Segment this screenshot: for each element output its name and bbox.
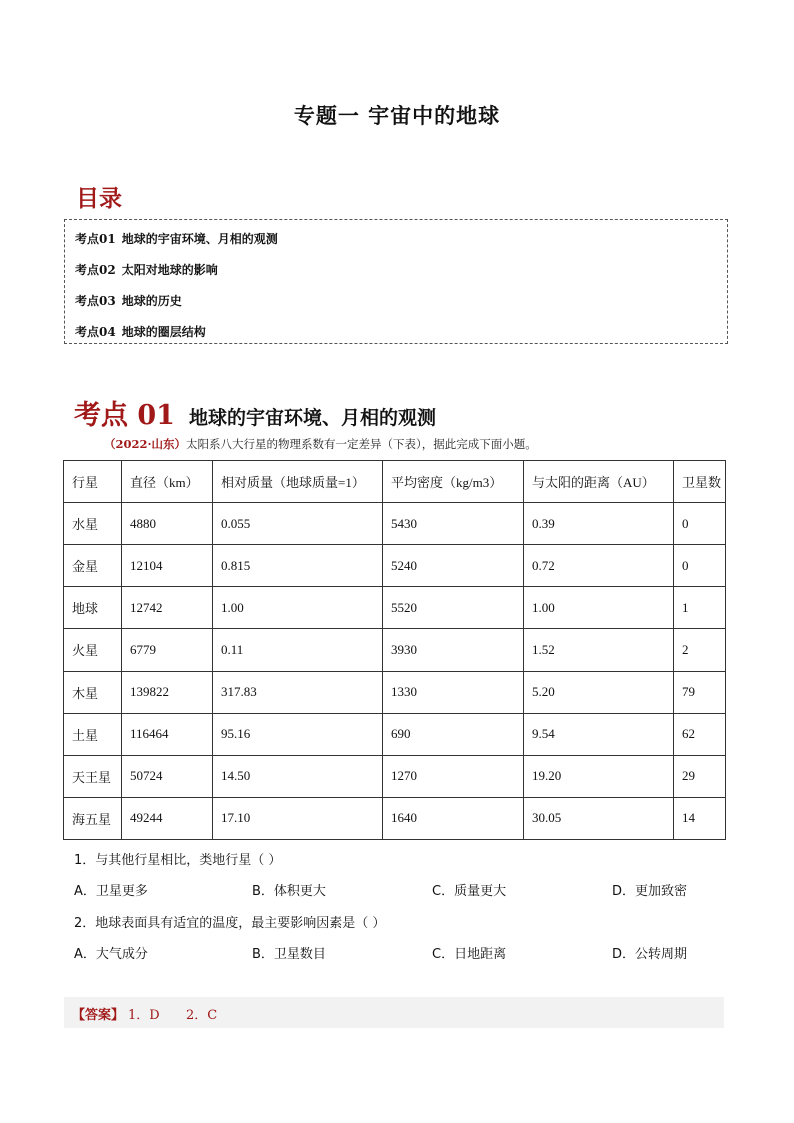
table-row — [64, 587, 726, 629]
table-cell: 12104 — [122, 545, 213, 587]
header-cell: 与太阳的距离（AU） — [524, 461, 674, 503]
question-2-stem: 2．地球表面具有适宜的温度，最主要影响因素是（ ） — [74, 916, 386, 931]
toc-item[interactable] — [75, 323, 206, 340]
answer-label: 【答案】 — [72, 1008, 125, 1023]
table-cell: 5520 — [383, 587, 524, 629]
section-code: 考点 01 — [74, 400, 175, 431]
toc-item-code: 考点02 — [75, 263, 116, 277]
document-title: 专题一 宇宙中的地球 — [293, 104, 501, 128]
header-cell: 直径（km） — [122, 461, 213, 503]
table-row — [64, 545, 726, 587]
option-b[interactable]: B．体积更大 — [252, 884, 326, 899]
table-cell: 0 — [674, 545, 726, 587]
table-cell: 4880 — [122, 503, 213, 545]
toc-item[interactable] — [75, 292, 182, 309]
toc-heading: 目录 — [76, 185, 122, 212]
table-cell: 116464 — [122, 713, 213, 755]
option-a[interactable]: A．大气成分 — [74, 947, 148, 962]
toc-item-code: 考点03 — [75, 294, 116, 308]
table-cell: 1.52 — [524, 629, 674, 671]
table-cell: 1270 — [383, 755, 524, 797]
table-cell: 690 — [383, 713, 524, 755]
table-cell: 1330 — [383, 671, 524, 713]
table-cell: 天王星 — [64, 755, 122, 797]
table-cell: 30.05 — [524, 797, 674, 839]
question-1-stem: 1．与其他行星相比，类地行星（ ） — [74, 853, 282, 868]
header-cell: 平均密度（kg/m3） — [383, 461, 524, 503]
toc-item[interactable] — [75, 230, 278, 247]
option-b[interactable]: B．卫星数目 — [252, 947, 326, 962]
toc-item-code: 考点01 — [75, 232, 116, 246]
table-header-row — [64, 461, 726, 503]
table-cell: 14 — [674, 797, 726, 839]
toc-item-text: 地球的宇宙环境、月相的观测 — [121, 232, 278, 246]
table-row — [64, 671, 726, 713]
header-cell: 卫星数 — [674, 461, 726, 503]
question-intro — [104, 436, 537, 452]
header-cell: 行星 — [64, 461, 122, 503]
table-cell: 49244 — [122, 797, 213, 839]
table-cell: 317.83 — [213, 671, 383, 713]
table-row — [64, 797, 726, 839]
table-cell: 海五星 — [64, 797, 122, 839]
table-cell: 79 — [674, 671, 726, 713]
table-cell: 地球 — [64, 587, 122, 629]
table-cell: 2 — [674, 629, 726, 671]
header-cell: 相对质量（地球质量=1） — [213, 461, 383, 503]
planet-table — [63, 460, 726, 840]
table-cell: 14.50 — [213, 755, 383, 797]
table-cell: 62 — [674, 713, 726, 755]
answer-value: 1．D — [128, 1008, 160, 1023]
table-cell: 1640 — [383, 797, 524, 839]
table-cell: 9.54 — [524, 713, 674, 755]
table-cell: 0.72 — [524, 545, 674, 587]
table-row — [64, 713, 726, 755]
section-topic: 地球的宇宙环境、月相的观测 — [188, 407, 436, 429]
table-cell: 0.39 — [524, 503, 674, 545]
option-d[interactable]: D．更加致密 — [612, 884, 688, 899]
table-cell: 木星 — [64, 671, 122, 713]
answer-bar — [64, 997, 724, 1028]
section-heading — [74, 393, 436, 432]
toc-item-text: 地球的历史 — [121, 294, 182, 308]
table-row — [64, 629, 726, 671]
table-cell: 17.10 — [213, 797, 383, 839]
option-c[interactable]: C．日地距离 — [432, 947, 507, 962]
table-cell: 3930 — [383, 629, 524, 671]
table-cell: 金星 — [64, 545, 122, 587]
table-row — [64, 503, 726, 545]
table-cell: 0.815 — [213, 545, 383, 587]
table-cell: 土星 — [64, 713, 122, 755]
table-cell: 5430 — [383, 503, 524, 545]
table-cell: 水星 — [64, 503, 122, 545]
table-cell: 5240 — [383, 545, 524, 587]
table-cell: 12742 — [122, 587, 213, 629]
table-cell: 0 — [674, 503, 726, 545]
option-c[interactable]: C．质量更大 — [432, 884, 507, 899]
question-source: （2022·山东） — [104, 437, 187, 451]
toc-item[interactable] — [75, 261, 218, 278]
table-cell: 139822 — [122, 671, 213, 713]
table-row — [64, 755, 726, 797]
option-a[interactable]: A．卫星更多 — [74, 884, 148, 899]
table-cell: 6779 — [122, 629, 213, 671]
table-cell: 50724 — [122, 755, 213, 797]
table-cell: 0.055 — [213, 503, 383, 545]
table-cell: 29 — [674, 755, 726, 797]
table-cell: 19.20 — [524, 755, 674, 797]
question-1-options — [74, 880, 734, 898]
table-cell: 0.11 — [213, 629, 383, 671]
table-cell: 1.00 — [524, 587, 674, 629]
table-cell: 1 — [674, 587, 726, 629]
table-cell: 5.20 — [524, 671, 674, 713]
table-cell: 火星 — [64, 629, 122, 671]
question-2-options — [74, 943, 734, 961]
toc-item-code: 考点04 — [75, 325, 116, 339]
table-cell: 95.16 — [213, 713, 383, 755]
table-cell: 1.00 — [213, 587, 383, 629]
option-d[interactable]: D．公转周期 — [612, 947, 688, 962]
toc-item-text: 地球的圈层结构 — [121, 325, 206, 339]
toc-box — [64, 219, 728, 344]
answer-value: 2．C — [186, 1008, 218, 1023]
toc-item-text: 太阳对地球的影响 — [121, 263, 218, 277]
intro-text: 太阳系八大行星的物理系数有一定差异（下表），据此完成下面小题。 — [186, 437, 537, 451]
